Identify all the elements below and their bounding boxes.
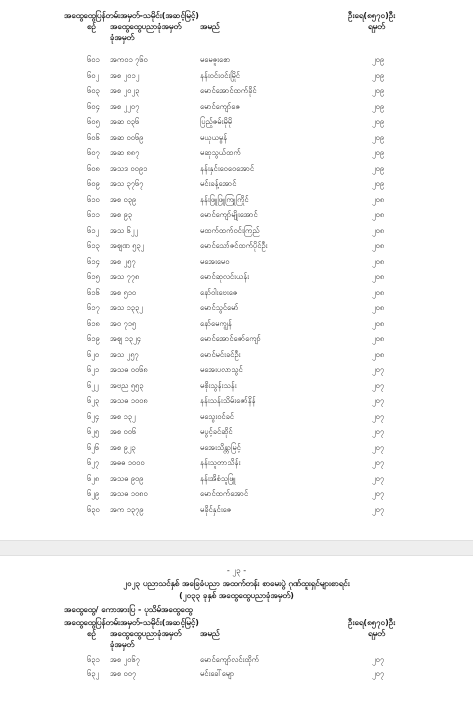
score: ၂၀၈	[372, 272, 385, 281]
roll-number: အစ ၂၀၂၃	[110, 86, 140, 95]
table-row	[0, 116, 473, 128]
score: ၂၀၈	[372, 194, 385, 204]
roll-number: အစ ၂၂၀၇	[110, 101, 140, 111]
roll-number: အသဓ ၀၀၆၈	[110, 365, 148, 374]
student-name: မောင်ဆုလင်းယန်း	[200, 272, 250, 281]
roll-number: အက ၁၃၇၉	[110, 504, 144, 514]
roll-number: အသ ၃၇၆၇	[110, 179, 144, 188]
student-name: မခိုင်နှင်းဇေ	[200, 504, 232, 514]
score: ၂၀၉	[372, 132, 385, 142]
row-number: ၆၃၂	[87, 669, 100, 678]
row-number: ၆၀၄	[87, 101, 100, 111]
row-number: ၆၀၂	[87, 70, 100, 80]
page-number: - ၂၃ -	[226, 566, 247, 575]
table-row	[0, 194, 473, 206]
table-row	[0, 132, 473, 144]
score: ၂၀၇	[372, 396, 385, 405]
score: ၂၀၇	[372, 669, 385, 678]
column-header-name: အမည်	[200, 22, 220, 31]
score: ၂၀၈	[372, 241, 385, 250]
table-row	[0, 54, 473, 66]
row-number: ၆၂၉	[87, 489, 100, 498]
table-row	[0, 271, 473, 283]
score: ၂၀၉	[372, 148, 385, 157]
roll-number: အသ ၂၅၇	[110, 349, 139, 359]
student-name: မောင်ကျော်လင်းထိုက်	[200, 655, 259, 664]
score: ၂၀၈	[372, 225, 385, 235]
table-row	[0, 147, 473, 159]
student-name: နန်းအိစံသူဖြူ	[200, 473, 236, 483]
student-name: မစိုးသွန်းသန်း	[200, 380, 237, 390]
table-row	[0, 411, 473, 423]
row-number: ၆၂၁	[87, 365, 100, 374]
row-number: ၆၃၁	[87, 655, 100, 664]
score: ၂၀၇	[372, 504, 385, 514]
student-name: မောင်သွင်မော်	[200, 303, 239, 312]
header-count: ဦးရေ(၈၅၇၀)ဦး	[348, 618, 396, 627]
roll-number: အဓဓ ၁၀၀၀	[110, 458, 145, 467]
student-name: နန်းဖြူဖြူကြူကြိုင်	[200, 194, 249, 204]
row-number: ၆၀၅	[87, 117, 100, 126]
score: ၂၀၉	[372, 179, 385, 188]
score: ၂၀၉	[372, 86, 385, 95]
table-row	[0, 225, 473, 237]
header-count: ဦးရေ(၈၅၇၀)ဦး	[348, 11, 396, 20]
roll-number: အသဒ ၀၀၉၁	[110, 163, 148, 173]
table-row	[0, 302, 473, 314]
student-name: မောင်ထက်အောင်	[200, 489, 249, 498]
table-row	[0, 473, 473, 485]
roll-number: အစ ၂၀၆၇	[110, 655, 140, 664]
table-row	[0, 426, 473, 438]
row-number: ၆၀၈	[87, 163, 100, 173]
table-row	[0, 457, 473, 469]
row-number: ၆၁၃	[87, 241, 100, 250]
row-number: ၆၀၃	[87, 86, 100, 95]
table-row	[0, 70, 473, 82]
table-row	[0, 488, 473, 500]
row-number: ၆၁၉	[87, 334, 100, 343]
student-name: မောင်သော်ဇင်ထက်ပိုင်ဦး	[200, 241, 268, 250]
student-name: နန်းဝင်းဝင်းမြိုင်	[200, 70, 240, 80]
table-row	[0, 380, 473, 392]
student-name: မပွင့်ခင်ဆိုင်	[200, 427, 233, 436]
column-header-no: စဉ်	[87, 629, 96, 638]
row-number: ၆၁၀	[87, 194, 100, 204]
roll-number: အသ ၁၃၃၂	[110, 303, 143, 312]
score: ၂၀၇	[372, 489, 385, 498]
roll-number: အစ ၅၁၀	[110, 287, 137, 297]
score: ၂၀၇	[372, 442, 385, 452]
row-number: ၆၂၂	[87, 380, 99, 390]
student-name: နန်းသူတာသိန်း	[200, 458, 241, 467]
column-header-mark: ရမှတ်	[368, 629, 385, 638]
document-title: ၂၀၂၃ ပညာသင်နှစ် အခြေခံပညာ အထက်တန်း စာမေးပွဲ ဂုဏ်ထူးရှင်များစာရင်း	[123, 579, 350, 588]
table-row	[0, 318, 473, 330]
table-row	[0, 333, 473, 345]
score: ၂၀၉	[372, 101, 385, 111]
score: ၂၀၇	[372, 411, 385, 421]
student-name: မဆုသွယ်ထက်	[200, 148, 241, 157]
student-name: မအေးပလာသွင်	[200, 365, 243, 374]
score: ၂၀၇	[372, 427, 385, 436]
table-row	[0, 364, 473, 376]
table-row	[0, 654, 473, 666]
roll-number: အဆ ၀၀၆၉	[110, 132, 144, 142]
column-header-roll: အထွေထွေပညာခုံအမှတ်	[110, 22, 182, 31]
table-row	[0, 101, 473, 113]
column-header-roll: အထွေထွေပညာခုံအမှတ်	[110, 629, 182, 638]
student-name: နန်းနှင်းဝေဝေအောင်	[200, 163, 255, 173]
row-number: ၆၁၈	[87, 318, 100, 328]
score: ၂၀၇	[372, 458, 385, 467]
row-number: ၆၂၃	[87, 396, 100, 405]
score: ၂၀၈	[372, 318, 385, 328]
table-row	[0, 178, 473, 190]
student-name: မသွေးဝင်ခင်	[200, 411, 234, 421]
row-number: ၆၂၇	[87, 458, 100, 467]
header-subject: အထွေထွေပြန်တမ်းအမှတ်-သမိုင်း(အဆင့်မြင့်)	[64, 618, 199, 627]
score: ၂၀၉	[372, 163, 385, 173]
row-number: ၆၁၄	[87, 256, 100, 266]
roll-number: အစ ၉၂၃	[110, 442, 136, 452]
score: ၂၀၉	[372, 55, 385, 64]
student-name: မအေးသိန္တာမြင့်	[200, 442, 241, 452]
column-header-name: အမည်	[200, 629, 220, 638]
table-row	[0, 163, 473, 175]
column-header-roll-sub: ခုံအမှတ်	[110, 33, 135, 42]
roll-number: အစ ၀၃၉	[110, 194, 137, 204]
student-name: မမေဇူးစော	[200, 55, 231, 64]
score: ၂၀၉	[372, 70, 385, 80]
student-name: မထက်ထက်ဝင်းကြည်	[200, 225, 260, 235]
score: ၂၀၈	[372, 287, 385, 297]
student-name: နော်ဝါးဗေးဇေ	[200, 287, 238, 297]
region-line: အထွေထွေ/ ကောအားပြ - ပုသိမ်အထွေထွေ	[64, 605, 193, 614]
roll-number: အသ ၆၂၂	[110, 225, 139, 235]
student-name: မောင်ကျော်မျိုးအောင်	[200, 210, 258, 219]
table-row	[0, 504, 473, 516]
student-name: မင်းခေါ်မျော	[200, 669, 235, 678]
roll-number: အစ ၁၃၂	[110, 411, 136, 421]
score: ၂၀၈	[372, 303, 385, 312]
roll-number: အသဓ ၁၀၀၈	[110, 396, 148, 405]
column-header-no: စဉ်	[87, 22, 96, 31]
roll-number: အသဓ ၉၀၉	[110, 473, 144, 483]
score: ၂၀၈	[372, 334, 385, 343]
student-name: မောင်အောင်ဇော်ကျော်	[200, 334, 261, 343]
roll-number: အစ ၂၀၁၂	[110, 70, 140, 80]
roll-number: အဈ ၁၃၂၄	[110, 334, 141, 343]
row-number: ၆၁၇	[87, 303, 100, 312]
score: ၂၀၇	[372, 380, 385, 390]
roll-number: အစ ၀၀၇	[110, 669, 137, 678]
score: ၂၀၈	[372, 210, 385, 219]
roll-number: အဆ ၀၃၆	[110, 117, 140, 126]
column-header-mark: ရမှတ်	[368, 22, 385, 31]
column-header-roll-sub: ခုံအမှတ်	[110, 640, 135, 649]
row-number: ၆၃၀	[87, 504, 100, 514]
table-row	[0, 240, 473, 252]
student-name: မယုယမွန်	[200, 132, 228, 142]
row-number: ၆၁၅	[87, 272, 100, 281]
score: ၂၀၉	[372, 117, 385, 126]
page-2	[0, 556, 473, 715]
row-number: ၆၂၈	[87, 473, 100, 483]
score: ၂၀၇	[372, 473, 385, 483]
row-number: ၆၁၁	[87, 210, 100, 219]
roll-number: အသ ၇၇၈	[110, 272, 140, 281]
page-gap	[0, 540, 473, 556]
table-row	[0, 668, 473, 680]
table-row	[0, 287, 473, 299]
roll-number: အသဓ ၁၀၈၀	[110, 489, 148, 498]
row-number: ၆၁၂	[87, 225, 100, 235]
row-number: ၆၂၆	[87, 442, 100, 452]
score: ၂၀၈	[372, 256, 385, 266]
row-number: ၆၀၆	[87, 132, 100, 142]
student-name: မောင်မင်းခင်ဦး	[200, 349, 241, 359]
student-name: ပြည့်ဇမ်းမိုမို	[200, 117, 233, 126]
row-number: ၆၀၉	[87, 179, 100, 188]
table-row	[0, 85, 473, 97]
score: ၂၀၇	[372, 655, 385, 664]
table-row	[0, 209, 473, 221]
student-name: နန်းသန်းသိမ်းဇော်နိန်	[200, 396, 256, 405]
row-number: ၆၀၇	[87, 148, 100, 157]
roll-number: အဝ ၇၁၅	[110, 318, 137, 328]
roll-number: အဆ ၈၈၇	[110, 148, 140, 157]
header-subject: အထွေထွေပြန်တမ်းအမှတ်-သမိုင်း(အဆင့်မြင့်)	[64, 11, 199, 20]
row-number: ၆၂၀	[87, 349, 100, 359]
roll-number: အစ ၉၃	[110, 210, 132, 219]
row-number: ၆၂၅	[87, 427, 100, 436]
row-number: ၆၀၁	[87, 55, 100, 64]
score: ၂၀၈	[372, 349, 385, 359]
table-row	[0, 349, 473, 361]
row-number: ၆၂၄	[87, 411, 100, 421]
table-row	[0, 442, 473, 454]
table-row	[0, 256, 473, 268]
student-name: မအေးမေဝ	[200, 256, 230, 266]
roll-number: အဈဏ ၅၃၂	[110, 241, 145, 250]
student-name: မောင်ကျော်ဇေ	[200, 101, 240, 111]
roll-number: အက၀၁ ၇၆၀	[110, 55, 148, 64]
document-subtitle: (၂၀၃၃ ခုနှစ် အထွေထွေပညာခုံအမှတ်)	[179, 591, 294, 600]
student-name: မင်းခန့်အောင်	[200, 179, 237, 188]
student-name: နော်မေကျွန်	[200, 318, 232, 328]
row-number: ၆၁၆	[87, 287, 100, 297]
roll-number: အစ ၀၀၆	[110, 427, 137, 436]
student-name: မောင်အောင်ထက်ခိုင်	[200, 86, 257, 95]
roll-number: အစ ၂၅၇	[110, 256, 136, 266]
score: ၂၀၇	[372, 365, 385, 374]
roll-number: အဗည ၅၅၃	[110, 380, 144, 390]
table-row	[0, 395, 473, 407]
